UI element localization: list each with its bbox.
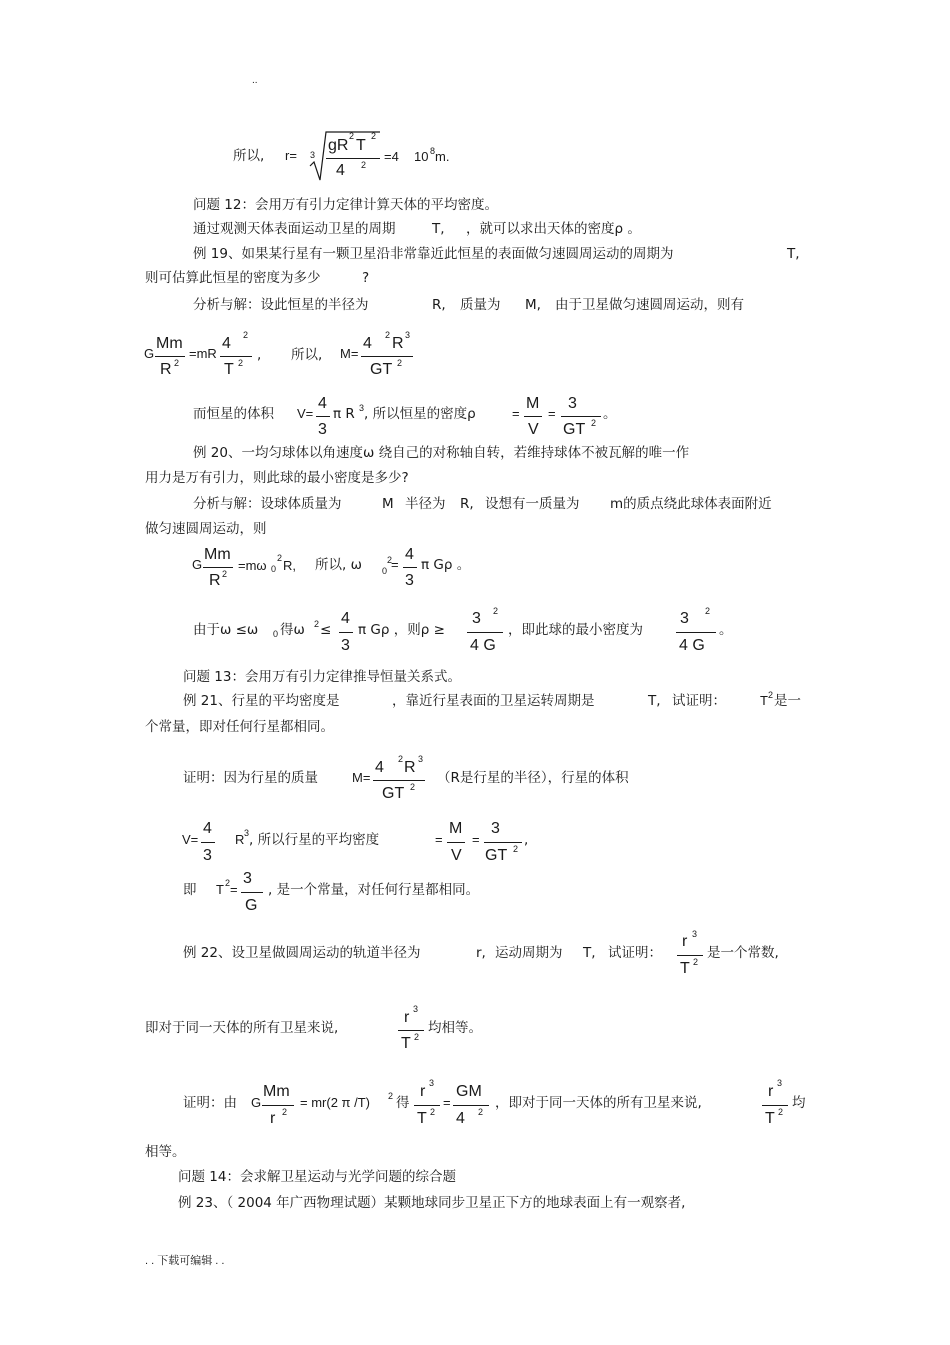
num-3: 3 [568, 395, 577, 412]
num-R: R [392, 335, 404, 352]
fraction-bar [155, 356, 185, 357]
analysis-20-e: 设想有一质量为 [485, 496, 580, 512]
fraction-bar [361, 356, 413, 357]
text-e22-d: T, [583, 945, 596, 961]
sup: 2 [388, 1091, 394, 1101]
text-e22b-b: 均相等。 [428, 1020, 482, 1036]
text-jun: 均 [792, 1095, 806, 1111]
text-e22-c: 运动周期为 [495, 945, 563, 961]
sup: 3 [692, 929, 698, 939]
sup: 2 [222, 569, 228, 579]
sup: 2 [349, 131, 355, 141]
fraction-bar [203, 567, 233, 568]
num-4: 4 [375, 759, 384, 776]
fraction-bar [447, 842, 465, 843]
analysis-20-b: M [382, 496, 394, 512]
fraction-bar [262, 1105, 294, 1106]
den-GT: GT [382, 785, 405, 802]
text-e22-b: r, [476, 945, 486, 961]
sub-0: 0 [271, 564, 277, 574]
q12-line2-c: ，就可以求出天体的密度ρ 。 [466, 221, 641, 237]
den-4: 4 [456, 1110, 465, 1127]
den-R: R [209, 572, 221, 589]
sup: 2 [398, 754, 404, 764]
eq: = [391, 557, 399, 572]
text-proof: 证明：由 [183, 1095, 237, 1111]
text-constant: , 是一个常量，对任何行星都相同。 [268, 882, 480, 898]
num-T: T [356, 137, 366, 154]
example-20-a: 例 20、一均匀球体以角速度ω 绕自己的对称轴自转，若维持球体不被瓦解的唯一作 [193, 445, 690, 461]
example-21-b: ，靠近行星表面的卫星运转周期是 [392, 693, 595, 709]
root-index: 3 [310, 150, 316, 160]
num-4: 4 [363, 335, 372, 352]
sup: 3 [418, 754, 424, 764]
fraction-bar [484, 842, 522, 843]
result-4: =4 [384, 149, 399, 164]
text-suoyi: 所以, [291, 347, 323, 363]
sup: 3 [777, 1078, 783, 1088]
sup: 2 [174, 358, 180, 368]
eq: = [472, 832, 480, 847]
fraction-bar [676, 632, 716, 633]
period: 。 [603, 406, 617, 422]
text-planet-volume: （R是行星的半径），行星的体积 [437, 770, 629, 786]
fraction-bar [677, 955, 703, 956]
comma: , [257, 347, 262, 363]
sup: 2 [410, 782, 416, 792]
example-21-sup: 2 [768, 690, 774, 700]
text-density: , 所以恒星的密度ρ [364, 406, 476, 422]
text-suoyi: 所以, ω [315, 557, 362, 573]
den-G: G [245, 897, 258, 914]
M-eq: M= [340, 346, 359, 361]
den-T: T [401, 1035, 411, 1052]
ten: 10 [414, 149, 429, 164]
text-r-eq: r= [285, 148, 297, 163]
sym-G: G [251, 1095, 262, 1110]
sup: 2 [361, 160, 367, 170]
eq: = [512, 406, 520, 421]
text-ji: 即 [183, 882, 197, 898]
example-21-f: 是一 [774, 693, 801, 709]
question-12: 问题 12：会用万有引力定律计算天体的平均密度。 [193, 197, 498, 213]
fraction-bar [403, 567, 417, 568]
sup: 2 [693, 957, 699, 967]
sup: 3 [359, 403, 365, 413]
num-r: r [404, 1009, 410, 1026]
sup: 2 [238, 358, 244, 368]
header-marks: .. [252, 75, 258, 86]
den-4G: 4 G [679, 637, 705, 654]
num-Mm: Mm [263, 1083, 290, 1100]
sup: 2 [430, 1107, 436, 1117]
sup: 2 [414, 1032, 420, 1042]
sym-G: G [144, 346, 155, 361]
sup: 2 [591, 418, 597, 428]
num-Mm: Mm [204, 546, 231, 563]
den-3: 3 [405, 572, 414, 589]
den-T: T [417, 1110, 427, 1127]
example-19-c: 则可估算此恒星的密度为多少 [145, 270, 321, 286]
text-min-density: ，即此球的最小密度为 [508, 622, 643, 638]
num-4: 4 [318, 395, 327, 412]
text-youyu: 由于ω ≤ω [193, 622, 259, 638]
eq: = [443, 1095, 451, 1110]
pi-G-rho: π Gρ 。 [421, 557, 471, 573]
text-proof: 证明：因为行星的质量 [183, 770, 318, 786]
question-14: 问题 14：会求解卫星运动与光学问题的综合题 [178, 1169, 456, 1185]
text-xiangdeng: 相等。 [145, 1144, 186, 1160]
num-GM: GM [456, 1083, 482, 1100]
sup: 2 [778, 1107, 784, 1117]
analysis-19-c: 质量为 [460, 297, 501, 313]
eq-mR: =mR [189, 346, 217, 361]
sup: 2 [277, 553, 283, 563]
den-T: T [224, 361, 234, 378]
example-23: 例 23、（ 2004 年广西物理试题）某颗地球同步卫星正下方的地球表面上有一观察者, [178, 1195, 686, 1211]
example-21-d: 试证明： [672, 693, 726, 709]
fraction-bar [316, 416, 330, 417]
num-3: 3 [472, 610, 481, 627]
den-3: 3 [203, 847, 212, 864]
eq-mr: = mr(2 π /T) [300, 1095, 370, 1110]
example-21-e: T [760, 693, 768, 708]
den-4: 4 [336, 162, 345, 179]
den-r: r [270, 1110, 276, 1127]
R: R [235, 832, 245, 847]
analysis-19-b: R, [432, 297, 446, 313]
sup: 2 [513, 844, 519, 854]
text-suoyi: 所以, [233, 148, 265, 164]
text-e22-f: 是一个常数, [707, 945, 779, 961]
analysis-20-c: 半径为 [405, 496, 446, 512]
fraction-bar [241, 892, 263, 893]
num-M: M [449, 820, 463, 837]
text-proof22-b: ，即对于同一天体的所有卫星来说, [495, 1095, 702, 1111]
fraction-bar [339, 632, 353, 633]
den-3: 3 [341, 637, 350, 654]
fraction-bar [398, 1030, 424, 1031]
num-3: 3 [243, 870, 252, 887]
den-T: T [680, 960, 690, 977]
text-volume: 而恒星的体积 [193, 406, 274, 422]
analysis-19-e: 由于卫星做匀速圆周运动，则有 [555, 297, 744, 313]
T: T [216, 882, 224, 897]
sym-G: G [192, 557, 203, 572]
question-13: 问题 13：会用万有引力定律推导恒量关系式。 [183, 669, 461, 685]
leq: ≤ [320, 622, 332, 638]
fraction-bar [414, 1105, 440, 1106]
eq: = [548, 406, 556, 421]
period: 。 [719, 622, 733, 638]
analysis-19-d: M, [525, 297, 541, 313]
num-r: r [682, 933, 688, 950]
exp-8: 8 [430, 146, 436, 156]
analysis-20-f: m的质点绕此球体表面附近 [610, 496, 772, 512]
sup: 2 [493, 606, 499, 616]
den-GT: GT [370, 361, 393, 378]
den-GT: GT [485, 847, 508, 864]
fraction-bar [373, 780, 425, 781]
example-21-g: 个常量，即对任何行星都相同。 [145, 719, 334, 735]
num-3: 3 [680, 610, 689, 627]
R: R, [283, 558, 296, 573]
sup: 3 [413, 1004, 419, 1014]
analysis-20-d: R, [460, 496, 474, 512]
sup: 3 [244, 828, 250, 838]
V-eq: V= [297, 406, 314, 421]
M-eq: M= [352, 770, 371, 785]
comma: , [524, 832, 529, 848]
sup: 2 [282, 1107, 288, 1117]
text-e22-a: 例 22、设卫星做圆周运动的轨道半径为 [183, 945, 421, 961]
unit-m: m. [435, 149, 450, 164]
den-V: V [451, 847, 462, 864]
num-3: 3 [491, 820, 500, 837]
example-20-b: 用力是万有引力，则此球的最小密度是多少? [145, 470, 409, 486]
sup: 2 [397, 358, 403, 368]
fraction-bar [453, 1105, 489, 1106]
sup: 3 [405, 330, 411, 340]
fraction-bar [762, 1105, 788, 1106]
example-19-d: ? [362, 270, 370, 286]
footer: . . 下载可编辑 . . [145, 1255, 225, 1267]
eq: = [435, 832, 443, 847]
fraction-bar [201, 842, 215, 843]
analysis-20-g: 做匀速圆周运动，则 [145, 521, 267, 537]
example-19-b: T, [787, 246, 800, 262]
num-gR: gR [328, 137, 349, 154]
analysis-20-a: 分析与解：设球体质量为 [193, 496, 342, 512]
num-M: M [526, 395, 540, 412]
text-ze: π Gρ ，则ρ ≥ [358, 622, 445, 638]
num-4: 4 [222, 335, 231, 352]
text-de: 得 [396, 1095, 410, 1111]
text-e22-e: 试证明： [608, 945, 662, 961]
sub-0: 0 [382, 566, 388, 576]
eq: = [230, 882, 238, 897]
example-21-a: 例 21、行星的平均密度是 [183, 693, 340, 709]
fraction-bar [524, 416, 542, 417]
sup: 2 [314, 619, 320, 629]
sup: 2 [705, 606, 711, 616]
q12-line2-b: T, [432, 221, 445, 237]
den-T: T [765, 1110, 775, 1127]
den-GT: GT [563, 421, 586, 438]
sub-0: 0 [273, 629, 279, 639]
text-avg-density: , 所以行星的平均密度 [249, 832, 380, 848]
sup: 2 [225, 878, 231, 888]
num-R: R [404, 759, 416, 776]
sup: 2 [387, 555, 393, 565]
sup: 3 [429, 1078, 435, 1088]
eq-mw: =mω [238, 558, 267, 573]
sup: 2 [371, 131, 377, 141]
num-r: r [768, 1083, 774, 1100]
pi-R: π R [333, 406, 355, 422]
den-3: 3 [318, 421, 327, 438]
analysis-19-a: 分析与解：设此恒星的半径为 [193, 297, 369, 313]
den-V: V [528, 421, 539, 438]
sup: 2 [243, 330, 249, 340]
fraction-bar [467, 632, 503, 633]
fraction-bar [326, 158, 380, 159]
num-4: 4 [203, 820, 212, 837]
text-de: 得ω [280, 622, 305, 638]
num-Mm: Mm [156, 335, 183, 352]
example-21-c: T, [648, 693, 661, 709]
sup: 2 [478, 1107, 484, 1117]
num-4: 4 [341, 610, 350, 627]
den-4G: 4 G [470, 637, 496, 654]
fraction-bar [220, 356, 252, 357]
q12-line2-a: 通过观测天体表面运动卫星的周期 [193, 221, 396, 237]
num-4: 4 [405, 546, 414, 563]
sup: 2 [385, 330, 391, 340]
fraction-bar [561, 416, 601, 417]
example-19-a: 例 19、如果某行星有一颗卫星沿非常靠近此恒星的表面做匀速圆周运动的周期为 [193, 246, 674, 262]
V-eq: V= [182, 832, 199, 847]
den-R: R [160, 361, 172, 378]
text-e22b-a: 即对于同一天体的所有卫星来说, [145, 1020, 339, 1036]
num-r: r [420, 1083, 426, 1100]
